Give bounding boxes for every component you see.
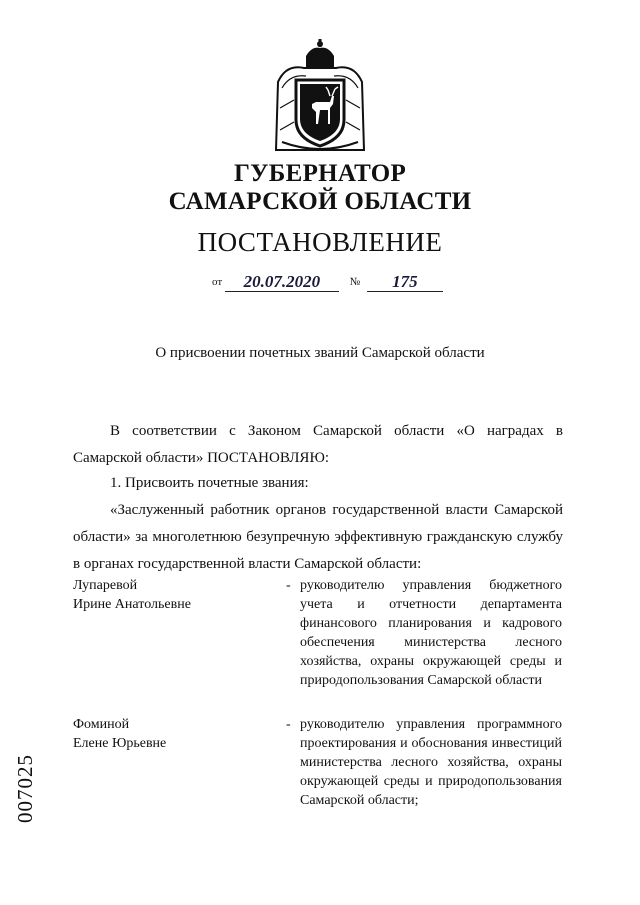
awardee-1-dash: - <box>286 578 291 593</box>
handwritten-date: 20.07.2020 <box>225 273 339 292</box>
document-subject: О присвоении почетных званий Самарской области <box>155 345 485 361</box>
awardee-1-position: руководителю управления бюджетного учета и отчетности департамента финансового планирования и кадрового обеспечения министерства лесного хозяйства, охраны окружающей среды и природопользования Самарской области <box>300 578 562 688</box>
date-number-line <box>212 272 443 292</box>
awardee-1-surname: Лупаревой <box>73 578 138 593</box>
awardee-2-position: руководителю управления программного проектирования и обоснования инвестиций министерства лесного хозяйства, охраны окружающей среды и природопользования Самарской области; <box>300 717 562 808</box>
number-prefix: № <box>349 276 361 288</box>
awardee-2-surname: Фоминой <box>73 717 130 732</box>
org-title-line1: ГУБЕРНАТОР <box>233 160 407 187</box>
side-serial-code: 007025 <box>13 754 37 823</box>
item-1-paragraph: 1. Присвоить почетные звания: <box>110 475 309 491</box>
date-prefix: от <box>212 276 223 288</box>
org-title-line2: САМАРСКОЙ ОБЛАСТИ <box>168 188 472 215</box>
awardee-2-given-names: Елене Юрьевне <box>73 736 167 751</box>
handwritten-number: 175 <box>367 273 443 292</box>
preamble-paragraph: В соответствии с Законом Самарской области «О наградах в Самарской области» ПОСТАНОВЛЯЮ: <box>73 423 563 466</box>
awardee-1-given-names: Ирине Анатольевне <box>73 597 191 612</box>
awardee-2-dash: - <box>286 717 291 732</box>
award-title-paragraph: «Заслуженный работник органов государственной власти Самарской области» за многолетнюю безупречную эффективную гражданскую службу в органах государственной власти Самарской области: <box>73 502 563 572</box>
document-type: ПОСТАНОВЛЕНИЕ <box>197 227 443 257</box>
coat-of-arms-icon <box>272 38 368 154</box>
coat-of-arms-emblem <box>272 38 368 154</box>
